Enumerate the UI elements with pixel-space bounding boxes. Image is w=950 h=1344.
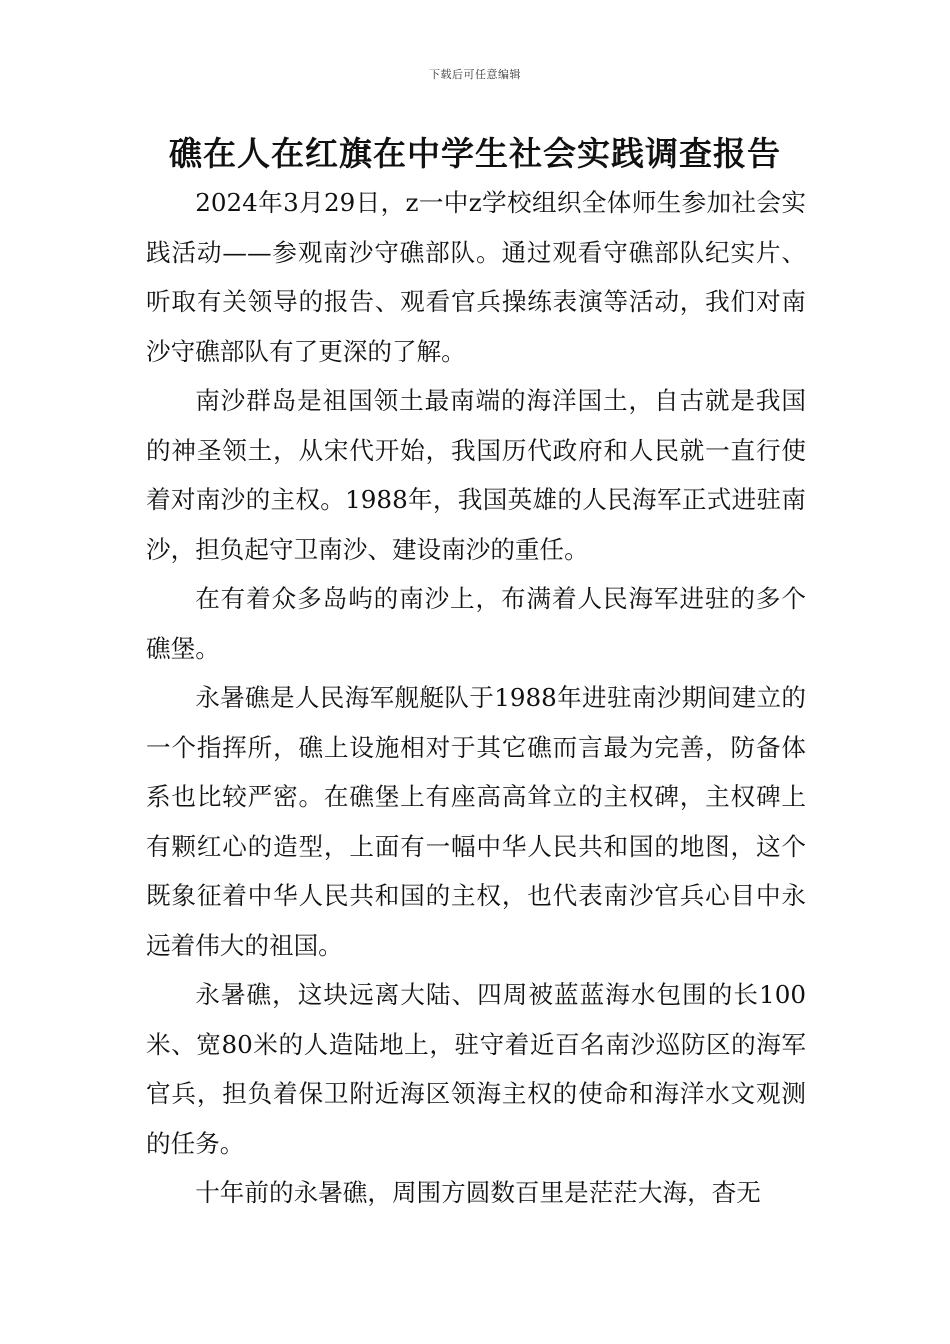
paragraph: 在有着众多岛屿的南沙上，布满着人民海军进驻的多个礁堡。 bbox=[146, 584, 806, 663]
document-title: 礁在人在红旗在中学生社会实践调查报告 bbox=[169, 134, 781, 173]
paragraph: 2024年3月29日，z一中z学校组织全体师生参加社会实践活动——参观南沙守礁部队。通过观看守礁部队纪实片、听取有关领导的报告、观看官兵操练表演等活动，我们对南沙守礁部队有了更深的了解。 bbox=[146, 188, 806, 366]
paragraph: 永暑礁，这块远离大陆、四周被蓝蓝海水包围的长100米、宽80米的人造陆地上，驻守着近百名南沙巡防区的海军官兵，担负着保卫附近海区领海主权的使命和海洋水文观测的任务。 bbox=[146, 980, 806, 1158]
header-note: 下载后可任意编辑 bbox=[429, 68, 521, 81]
paragraph: 南沙群岛是祖国领土最南端的海洋国土，自古就是我国的神圣领土，从宋代开始，我国历代政府和人民就一直行使着对南沙的主权。1988年，我国英雄的人民海军正式进驻南沙，担负起守卫南沙、建设南沙的重任。 bbox=[146, 386, 806, 564]
paragraph: 永暑礁是人民海军舰艇队于1988年进驻南沙期间建立的一个指挥所，礁上设施相对于其它礁而言最为完善，防备体系也比较严密。在礁堡上有座高高耸立的主权碑，主权碑上有颗红心的造型，上面有一幅中华人民共和国的地图，这个既象征着中华人民共和国的主权，也代表南沙官兵心目中永远着伟大的祖国。 bbox=[146, 683, 806, 960]
document-body bbox=[146, 178, 806, 1218]
paragraph: 十年前的永暑礁，周围方圆数百里是茫茫大海，杳无 bbox=[195, 1178, 761, 1207]
